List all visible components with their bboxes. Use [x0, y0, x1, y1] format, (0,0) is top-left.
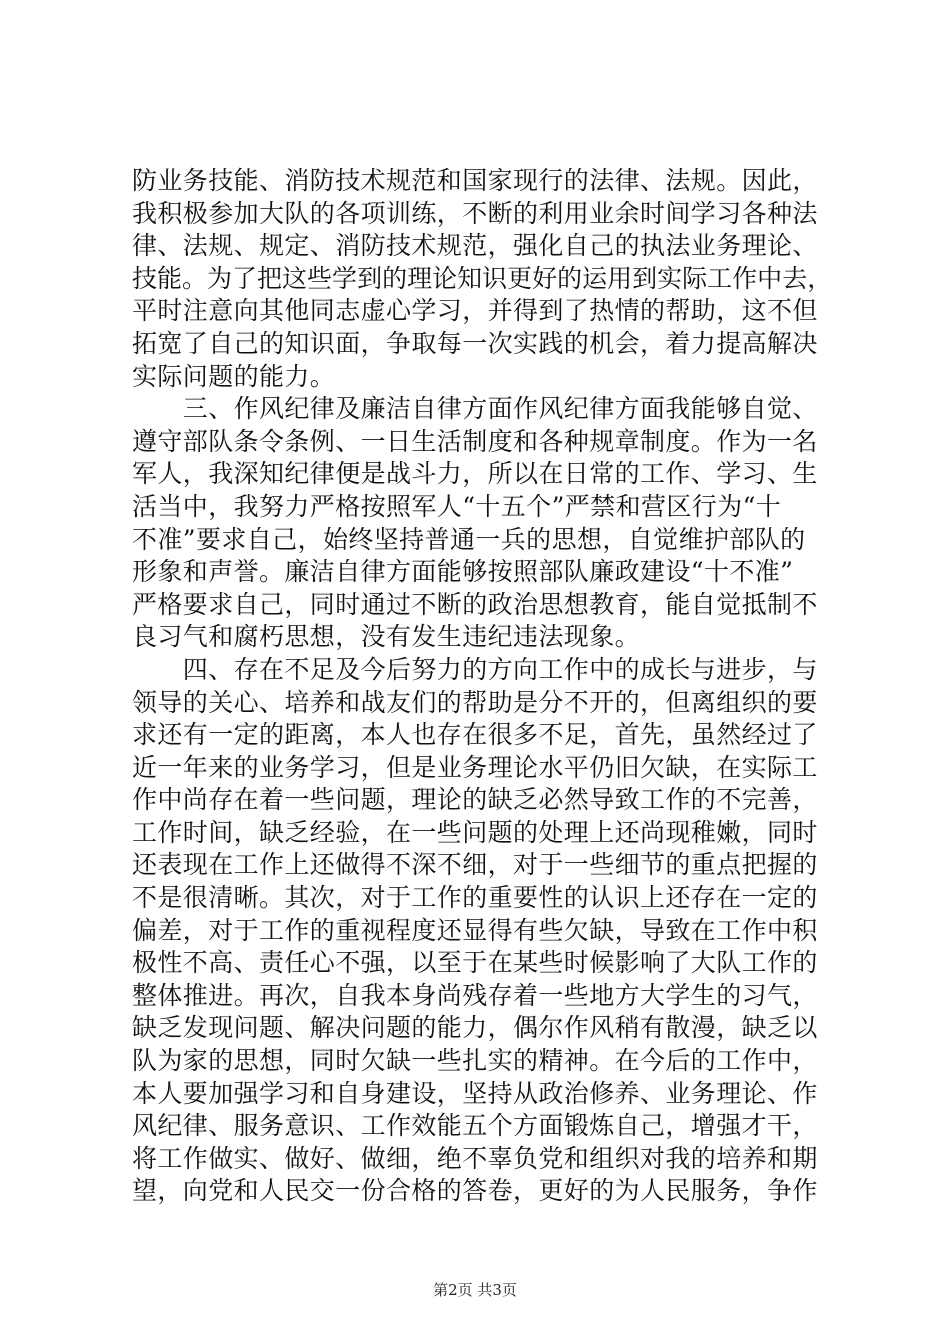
- text-line: 形象和声誉。廉洁自律方面能够按照部队廉政建设“十不准”: [132, 557, 794, 587]
- text-line: 本人要加强学习和自身建设，坚持从政治修养、业务理论、作: [132, 1078, 818, 1108]
- text-line: 严格要求自己，同时通过不断的政治思想教育，能自觉抵制不: [132, 589, 818, 619]
- text-line: 工作时间，缺乏经验，在一些问题的处理上还尚现稚嫩，同时: [132, 817, 818, 847]
- text-line: 不准”要求自己，始终坚持普通一兵的思想，自觉维护部队的: [132, 524, 806, 554]
- text-line: 领导的关心、培养和战友们的帮助是分不开的，但离组织的要: [132, 687, 818, 717]
- text-line: 三、作风纪律及廉洁自律方面作风纪律方面我能够自觉、: [132, 394, 818, 424]
- text-line: 望，向党和人民交一份合格的答卷，更好的为人民服务，争作: [132, 1176, 818, 1206]
- text-line: 遵守部队条令条例、一日生活制度和各种规章制度。作为一名: [132, 426, 818, 456]
- text-line: 将工作做实、做好、做细，绝不辜负党和组织对我的培养和期: [132, 1143, 818, 1173]
- text-line: 我积极参加大队的各项训练，不断的利用业余时间学习各种法: [132, 198, 818, 228]
- text-line: 缺乏发现问题、解决问题的能力，偶尔作风稍有散漫，缺乏以: [132, 1013, 818, 1043]
- text-line: 整体推进。再次，自我本身尚残存着一些地方大学生的习气，: [132, 980, 818, 1010]
- text-line: 偏差，对于工作的重视程度还显得有些欠缺，导致在工作中积: [132, 915, 818, 945]
- text-line: 活当中，我努力严格按照军人“十五个”严禁和营区行为“十: [132, 491, 782, 521]
- text-line: 拓宽了自己的知识面，争取每一次实践的机会，着力提高解决: [132, 328, 818, 358]
- text-line: 极性不高、责任心不强，以至于在某些时候影响了大队工作的: [132, 948, 818, 978]
- text-line: 作中尚存在着一些问题，理论的缺乏必然导致工作的不完善，: [132, 785, 818, 815]
- text-line: 防业务技能、消防技术规范和国家现行的法律、法规。因此，: [132, 166, 818, 195]
- text-line: 实际问题的能力。: [132, 361, 336, 391]
- page-footer: 第2页 共3页: [433, 1281, 517, 1299]
- body-text: [132, 165, 832, 1208]
- text-line: 军人，我深知纪律便是战斗力，所以在日常的工作、学习、生: [132, 459, 818, 489]
- text-line: 技能。为了把这些学到的理论知识更好的运用到实际工作中去，: [132, 263, 833, 293]
- text-line: 队为家的思想，同时欠缺一些扎实的精神。在今后的工作中，: [132, 1046, 818, 1076]
- text-line: 近一年来的业务学习，但是业务理论水平仍旧欠缺，在实际工: [132, 752, 818, 782]
- text-line: 四、存在不足及今后努力的方向工作中的成长与进步，与: [132, 654, 818, 684]
- text-line: 求还有一定的距离，本人也存在很多不足，首先，虽然经过了: [132, 720, 818, 750]
- text-line: 平时注意向其他同志虚心学习，并得到了热情的帮助，这不但: [132, 296, 818, 326]
- text-line: 良习气和腐朽思想，没有发生违纪违法现象。: [132, 622, 641, 652]
- text-line: 还表现在工作上还做得不深不细，对于一些细节的重点把握的: [132, 850, 818, 880]
- text-line: 风纪律、服务意识、工作效能五个方面锻炼自己，增强才干，: [132, 1111, 818, 1141]
- text-line: 律、法规、规定、消防技术规范，强化自己的执法业务理论、: [132, 231, 818, 261]
- text-line: 不是很清晰。其次，对于工作的重要性的认识上还存在一定的: [132, 883, 818, 913]
